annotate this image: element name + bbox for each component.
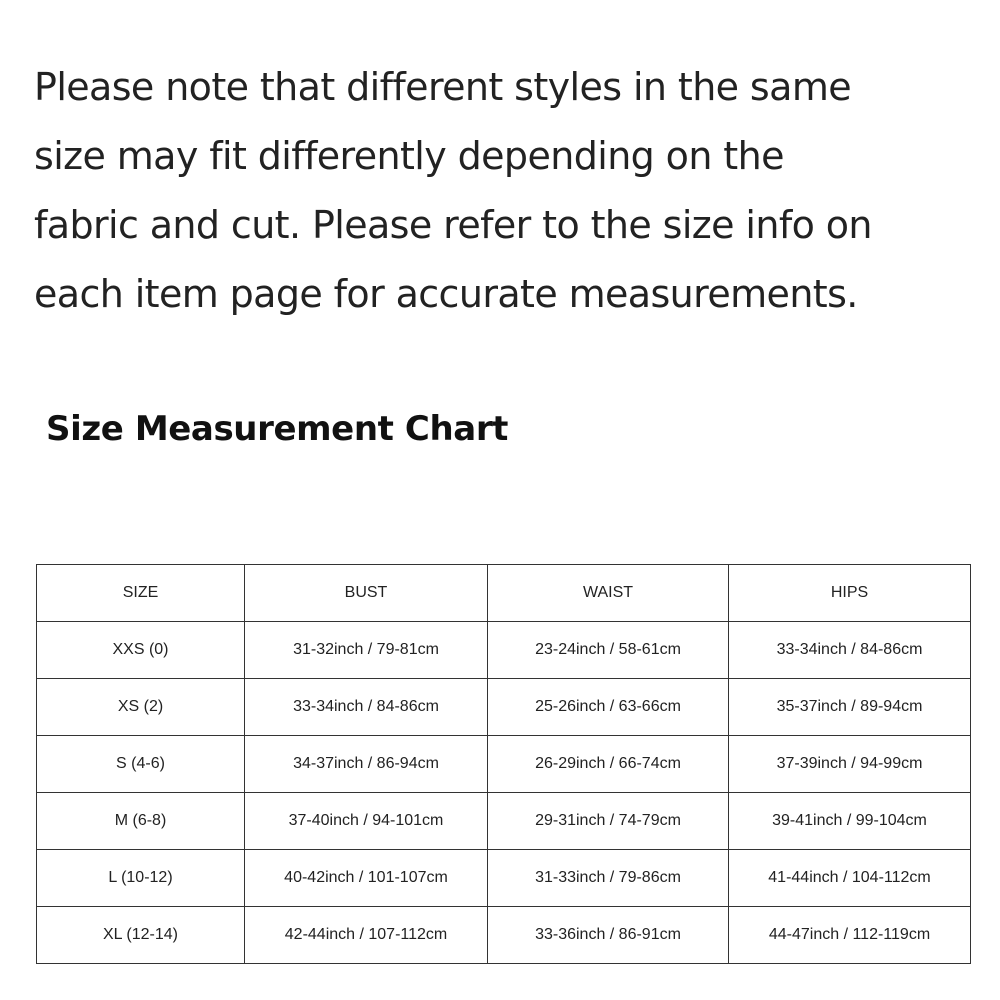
size-chart-title: Size Measurement Chart bbox=[46, 409, 509, 449]
waist-cell: 26-29inch / 66-74cm bbox=[488, 736, 729, 793]
size-measurement-table bbox=[36, 564, 971, 964]
bust-cell: 34-37inch / 86-94cm bbox=[245, 736, 488, 793]
waist-cell: 25-26inch / 63-66cm bbox=[488, 679, 729, 736]
table-row bbox=[37, 793, 971, 850]
column-header-bust: BUST bbox=[245, 565, 488, 622]
hips-cell: 44-47inch / 112-119cm bbox=[729, 907, 971, 964]
fit-notice-line: each item page for accurate measurements. bbox=[34, 272, 858, 316]
hips-cell: 35-37inch / 89-94cm bbox=[729, 679, 971, 736]
table-row bbox=[37, 622, 971, 679]
fit-notice-line: Please note that different styles in the same bbox=[34, 65, 852, 109]
waist-cell: 33-36inch / 86-91cm bbox=[488, 907, 729, 964]
column-header-size: SIZE bbox=[37, 565, 245, 622]
size-cell: L (10-12) bbox=[37, 850, 245, 907]
table-row bbox=[37, 679, 971, 736]
bust-cell: 31-32inch / 79-81cm bbox=[245, 622, 488, 679]
bust-cell: 37-40inch / 94-101cm bbox=[245, 793, 488, 850]
size-cell: M (6-8) bbox=[37, 793, 245, 850]
hips-cell: 41-44inch / 104-112cm bbox=[729, 850, 971, 907]
bust-cell: 33-34inch / 84-86cm bbox=[245, 679, 488, 736]
size-cell: XS (2) bbox=[37, 679, 245, 736]
table-row bbox=[37, 850, 971, 907]
fit-notice bbox=[34, 53, 984, 329]
hips-cell: 33-34inch / 84-86cm bbox=[729, 622, 971, 679]
hips-cell: 37-39inch / 94-99cm bbox=[729, 736, 971, 793]
waist-cell: 31-33inch / 79-86cm bbox=[488, 850, 729, 907]
table-row bbox=[37, 736, 971, 793]
waist-cell: 23-24inch / 58-61cm bbox=[488, 622, 729, 679]
hips-cell: 39-41inch / 99-104cm bbox=[729, 793, 971, 850]
bust-cell: 42-44inch / 107-112cm bbox=[245, 907, 488, 964]
fit-notice-line: size may fit differently depending on the bbox=[34, 134, 784, 178]
bust-cell: 40-42inch / 101-107cm bbox=[245, 850, 488, 907]
column-header-waist: WAIST bbox=[488, 565, 729, 622]
table-row bbox=[37, 907, 971, 964]
column-header-hips: HIPS bbox=[729, 565, 971, 622]
fit-notice-line: fabric and cut. Please refer to the size info on bbox=[34, 203, 872, 247]
size-cell: XL (12-14) bbox=[37, 907, 245, 964]
size-cell: S (4-6) bbox=[37, 736, 245, 793]
waist-cell: 29-31inch / 74-79cm bbox=[488, 793, 729, 850]
table-header-row bbox=[37, 565, 971, 622]
size-cell: XXS (0) bbox=[37, 622, 245, 679]
